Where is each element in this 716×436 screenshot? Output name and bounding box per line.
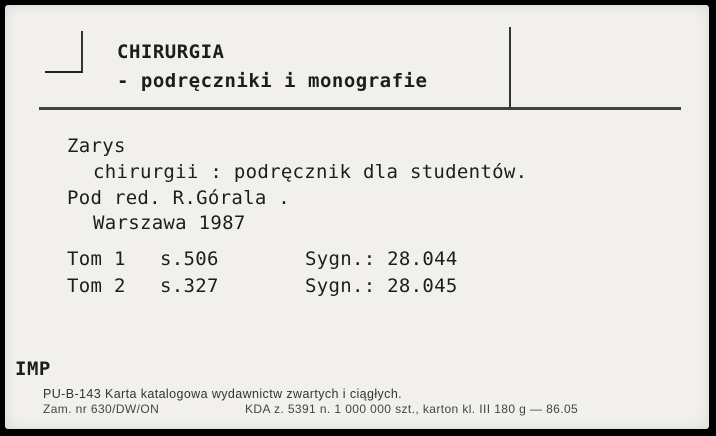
header-rule <box>39 107 681 110</box>
corner-bracket-vertical <box>81 31 83 73</box>
volume-2-pages: s.327 <box>160 275 219 297</box>
volume-2-tom: Tom 2 <box>67 275 126 297</box>
volume-1-pages: s.506 <box>160 248 219 270</box>
place-year-line: Warszawa 1987 <box>93 212 246 234</box>
header-divider-vertical <box>509 27 511 107</box>
corner-bracket-horizontal <box>45 71 83 73</box>
subcategory-heading: - podręczniki i monografie <box>117 70 428 92</box>
volume-1-sygn: Sygn.: 28.044 <box>305 248 458 270</box>
title-line-1: Zarys <box>67 135 126 157</box>
catalog-card <box>5 5 709 429</box>
editor-line: Pod red. R.Górala . <box>67 187 291 209</box>
volume-1-tom: Tom 1 <box>67 248 126 270</box>
form-line: PU-B-143 Karta katalogowa wydawnictw zwartych i ciągłych. <box>43 387 403 401</box>
stamp-imp: IMP <box>15 358 51 380</box>
category-heading: CHIRURGIA <box>117 41 225 63</box>
order-number: Zam. nr 630/DW/ON <box>43 402 160 416</box>
print-info: KDA z. 5391 n. 1 000 000 szt., karton kl. III 180 g — 86.05 <box>245 402 579 416</box>
title-line-2: chirurgii : podręcznik dla studentów. <box>93 161 528 183</box>
volume-2-sygn: Sygn.: 28.045 <box>305 275 458 297</box>
